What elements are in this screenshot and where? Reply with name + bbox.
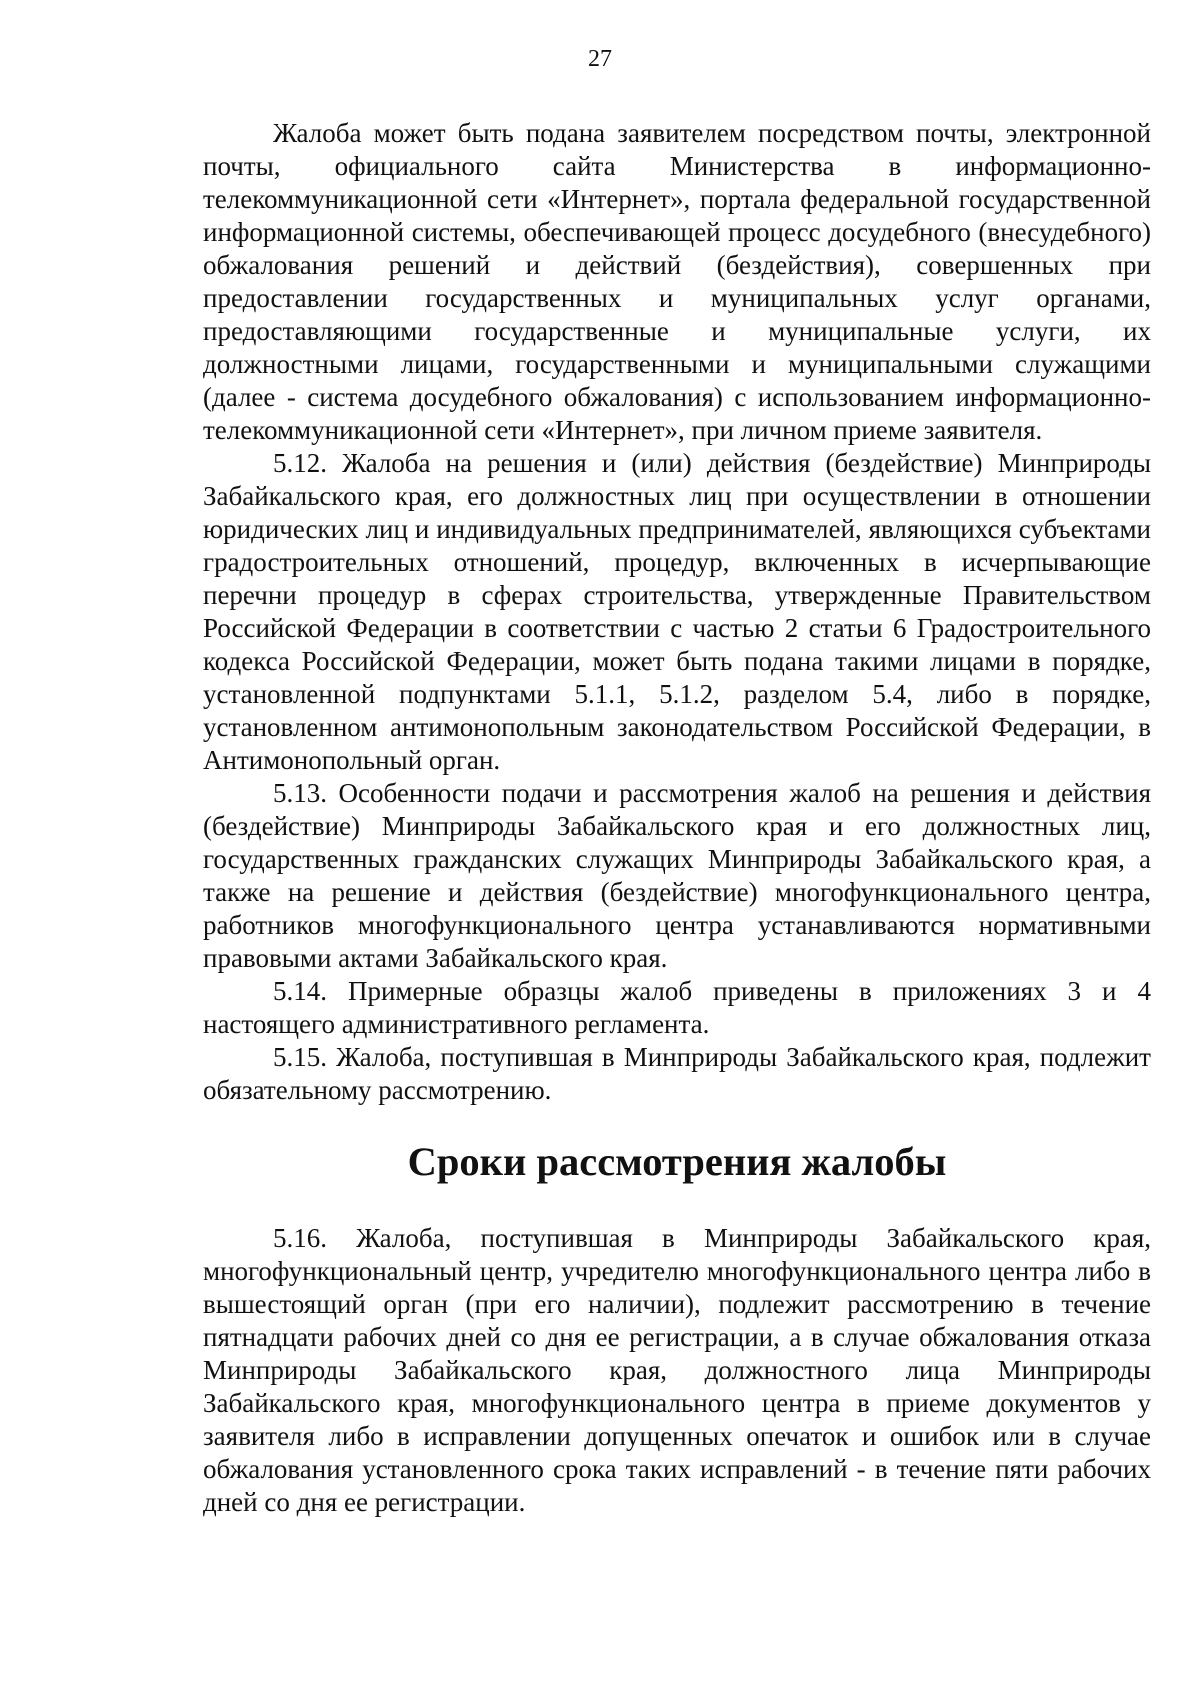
page-number: 27: [588, 46, 612, 72]
paragraph-5-13: 5.13. Особенности подачи и рассмотрения жалоб на решения и действия (бездействие) Минприроды Забайкальского края и его должностных лиц, государственных гражданских служащих Минприроды Забайкальского края, а также на решение и действия (бездействие) многофункционального центра, работников многофункционального центра устанавливаются нормативными правовыми актами Забайкальского края.: [203, 778, 1151, 973]
document-body: [203, 117, 1151, 1519]
paragraph-5-15: 5.15. Жалоба, поступившая в Минприроды Забайкальского края, подлежит обязательному рассмотрению.: [203, 1042, 1151, 1105]
paragraph-5-14: 5.14. Примерные образцы жалоб приведены в приложениях 3 и 4 настоящего административного регламента.: [203, 976, 1151, 1039]
paragraph-5-16: 5.16. Жалоба, поступившая в Минприроды Забайкальского края, многофункциональный центр, учредителю многофункционального центра либо в вышестоящий орган (при его наличии), подлежит рассмотрению в течение пятнадцати рабочих дней со дня ее регистрации, а в случае обжалования отказа Минприроды Забайкальского края, должностного лица Минприроды Забайкальского края, многофункционального центра в приеме документов у заявителя либо в исправлении допущенных опечаток и ошибок или в случае обжалования установленного срока таких исправлений - в течение пяти рабочих дней со дня ее регистрации.: [203, 1223, 1151, 1517]
paragraph-complaint-submission: Жалоба может быть подана заявителем посредством почты, электронной почты, официального сайта Министерства в информационно-телекоммуникационной сети «Интернет», портала федеральной государственной информационной системы, обеспечивающей процесс досудебного (внесудебного) обжалования решений и действий (бездействия), совершенных при предоставлении государственных и муниципальных услуг органами, предоставляющими государственные и муниципальные услуги, их должностными лицами, государственными и муниципальными служащими (далее - система досудебного обжалования) с использованием информационно-телекоммуникационной сети «Интернет», при личном приеме заявителя.: [203, 118, 1151, 445]
section-heading: Сроки рассмотрения жалобы: [407, 1139, 947, 1184]
paragraph-5-12: 5.12. Жалоба на решения и (или) действия (бездействие) Минприроды Забайкальского края, его должностных лиц при осуществлении в отношении юридических лиц и индивидуальных предпринимателей, являющихся субъектами градостроительных отношений, процедур, включенных в исчерпывающие перечни процедур в сферах строительства, утвержденные Правительством Российской Федерации в соответствии с частью 2 статьи 6 Градостроительного кодекса Российской Федерации, может быть подана такими лицами в порядке, установленной подпунктами 5.1.1, 5.1.2, разделом 5.4, либо в порядке, установленном антимонопольным законодательством Российской Федерации, в Антимонопольный орган.: [203, 448, 1151, 775]
